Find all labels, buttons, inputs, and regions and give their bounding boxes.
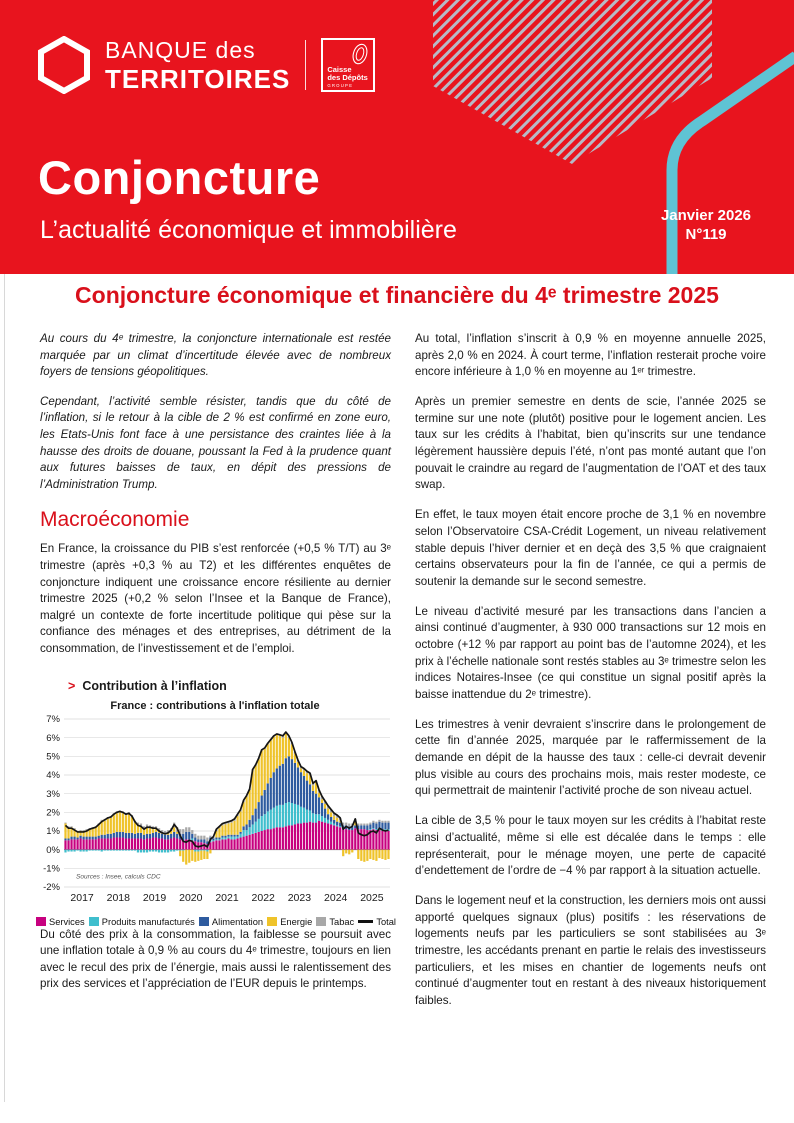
- legend-item-total: [358, 917, 396, 927]
- legend-label: Total: [376, 916, 396, 927]
- issue-number: N°119: [685, 226, 727, 243]
- svg-text:7%: 7%: [46, 713, 60, 725]
- logo-divider: [305, 40, 306, 90]
- legend-swatch: [36, 917, 46, 926]
- svg-text:0%: 0%: [46, 844, 60, 856]
- headline: Conjoncture économique et financière du 4ᵉ trimestre 2025: [75, 282, 719, 308]
- svg-text:3%: 3%: [46, 788, 60, 800]
- page-edge-line: [4, 274, 5, 1102]
- inflation-chart: [34, 697, 398, 927]
- legend-swatch: [89, 917, 99, 926]
- brand-logo: [38, 36, 375, 94]
- legend-label: Energie: [280, 916, 313, 927]
- legend-item: [267, 917, 312, 927]
- hexagon-icon: [38, 36, 90, 94]
- section-heading-macroeconomie: Macroéconomie: [40, 508, 190, 532]
- right-column: [415, 331, 766, 1023]
- svg-text:2017: 2017: [70, 891, 94, 904]
- svg-text:France : contributions à l'inf: France : contributions à l'inflation totale: [110, 699, 320, 712]
- svg-text:2%: 2%: [46, 807, 60, 819]
- legend-item: [36, 917, 85, 927]
- issue-box: [626, 206, 786, 244]
- svg-text:2023: 2023: [287, 891, 312, 904]
- striped-hexagon-decoration: [433, 0, 712, 164]
- chevron-marker-icon: >: [68, 678, 76, 693]
- page-title: Conjoncture: [38, 151, 321, 204]
- legend-item: [316, 917, 354, 927]
- legend-item: [199, 917, 263, 927]
- left-column: [40, 331, 396, 1023]
- inflation-chart-svg: [34, 697, 396, 911]
- brand-name: [105, 36, 291, 94]
- svg-text:2024: 2024: [324, 891, 348, 904]
- inflation-chart-plot: [34, 697, 398, 916]
- cdc-label: [327, 66, 367, 82]
- intro-paragraph-1: Au cours du 4ᵉ trimestre, la conjoncture internationale est restée marquée par un climat d’incertitude élevée avec de nombreux foyers de tensions géopolitiques.: [40, 332, 391, 379]
- brand-line2: TERRITOIRES: [105, 63, 291, 94]
- legend-item: [89, 917, 195, 927]
- svg-text:Sources : Insee, calculs CDC: Sources : Insee, calculs CDC: [76, 873, 161, 881]
- masthead: [0, 0, 794, 274]
- intro-section: [40, 331, 391, 493]
- body-content: [40, 331, 767, 1023]
- svg-text:2020: 2020: [179, 891, 203, 904]
- legend-label: Produits manufacturés: [101, 916, 195, 927]
- svg-text:-1%: -1%: [43, 863, 60, 875]
- svg-text:2018: 2018: [106, 891, 130, 904]
- closing-paragraph: Du côté des prix à la consommation, la faiblesse se poursuit avec une inflation totale à 0,9 % au cours du 4ᵉ trimestre, toujours en lien avec le recul des prix de l’énergie, mais aussi le ralentissement des prix des services et l’appréciation de l’EUR depuis le printemps.: [40, 927, 391, 991]
- legend-swatch: [267, 917, 277, 926]
- svg-text:2021: 2021: [215, 891, 239, 904]
- page-subtitle: L’actualité économique et immobilière: [40, 216, 457, 244]
- legend-swatch: [199, 917, 209, 926]
- cdc-line2: des Dépôts: [327, 73, 368, 82]
- legend-swatch: [316, 917, 326, 926]
- legend-label: Alimentation: [211, 916, 264, 927]
- macro-paragraph: En France, la croissance du PIB s’est renforcée (+0,5 % T/T) au 3ᵉ trimestre (après +0,3 % au T2) et les différentes enquêtes de conjoncture indiquent une croissance encore résiliente au dernier trimestre 2025 (+0,2 % selon l’Insee et la Banque de France), malgré un contexte de forte incertitude politique qui pèse sur la confiance des ménages et des entreprises, au détriment de la consommation, de l’investissement et de l’emploi.: [40, 542, 391, 655]
- right-paragraph-3: En effet, le taux moyen était encore proche de 3,1 % en novembre selon l’Observatoire CSA-Crédit Logement, un niveau relativement stable depuis l’hiver dernier et en deçà des 3,5 % que craignaient certains observateurs pour la fin de l’année, ce qui a permis de soutenir la demande sur le second semestre.: [415, 508, 766, 588]
- right-paragraph-2: Après un premier semestre en dents de scie, l’année 2025 se termine sur une note (plutôt) positive pour le logement ancien. Les taux sur les crédits à l’habitat, bien qu’inscrits sur une tendance légèrement haussière depuis l’été, n’ont pas monté autant que l’on pouvait le craindre au regard de l’augmentation de l’OAT et des taux swap.: [415, 395, 766, 492]
- svg-text:6%: 6%: [46, 732, 60, 744]
- svg-text:2025: 2025: [360, 891, 384, 904]
- caisse-des-depots-logo: [321, 38, 375, 92]
- legend-label: Services: [49, 916, 85, 927]
- svg-text:1%: 1%: [46, 825, 60, 837]
- svg-text:4%: 4%: [46, 769, 60, 781]
- right-paragraph-4: Le niveau d’activité mesuré par les transactions dans l’ancien a ainsi continué d’augmenter, à 930 000 transactions sur 12 mois en octobre (+12 % par rapport au point bas de l’automne 2024), et les prix à l’échelle nationale sont restés stables au 3ᵉ trimestre selon les indices Notaires-Insee (ce qui constitue un signal positif après la baisse inattendue du 2ᵉ trimestre).: [415, 604, 767, 701]
- total-line-icon: [358, 920, 373, 922]
- right-paragraph-6: La cible de 3,5 % pour le taux moyen sur les crédits à l’habitat reste ainsi d’actualité, même si elle est décalée dans le temps : elle représenterait, pour le ménage moyen, une perte de capacité d’endettement de l’ordre de −4 % par rapport à la situation actuelle.: [415, 814, 766, 878]
- intro-paragraph-2: Cependant, l’activité semble résister, tandis que du côté de l’inflation, si le retour à la cible de 2 % est confirmé en zone euro, les Etats-Unis font face à une persistance des craintes liée à la hausse des droits de douane, poussant la Fed à la prudence quant aux futures baisses de taux, en dépit des pressions de l’Administration Trump.: [40, 394, 391, 491]
- svg-text:2022: 2022: [251, 891, 275, 904]
- right-paragraph-1: Au total, l’inflation s’inscrit à 0,9 % en moyenne annuelle 2025, après 2,0 % en 2024. À court terme, l’inflation resterait proche voire encore inférieure à 1,0 % en moyenne au 1ᵉʳ trimestre.: [415, 332, 766, 379]
- cdc-group-label: GROUPE: [327, 83, 354, 88]
- chart-legend: [34, 917, 398, 927]
- brand-line1: BANQUE des: [105, 36, 256, 63]
- right-paragraph-7: Dans le logement neuf et la construction, les derniers mois ont aussi apporté quelques signaux (plus) positifs : les réservations de logements neufs par les particuliers se sont stabilisées au 3ᵉ trimestre, les accédants prenant en partie le relais des investisseurs particuliers, et les mises en chantier de logements neufs ont continué d’augmenter tout en restant à des niveaux historiquement faibles.: [415, 894, 766, 1007]
- legend-label: Tabac: [329, 916, 355, 927]
- chart-section-label-text: Contribution à l’inflation: [82, 678, 227, 693]
- cdc-line1: Caisse: [327, 65, 352, 74]
- svg-text:-2%: -2%: [43, 881, 60, 893]
- svg-text:2019: 2019: [142, 891, 167, 904]
- chart-section-label: [68, 679, 391, 693]
- svg-text:5%: 5%: [46, 751, 60, 763]
- issue-date: Janvier 2026: [660, 207, 752, 224]
- fingerprint-icon: [350, 42, 370, 66]
- right-paragraph-5: Les trimestres à venir devraient s’inscrire dans le prolongement de cette fin d’année 2025, marquée par le raffermissement de la demande en dépit de la hausse des taux : celle-ci devrait devenir plus visible au cours des prochains mois, mais rester modeste, ce qui permettrait de maintenir l’activité proche de son niveau actuel.: [415, 717, 766, 798]
